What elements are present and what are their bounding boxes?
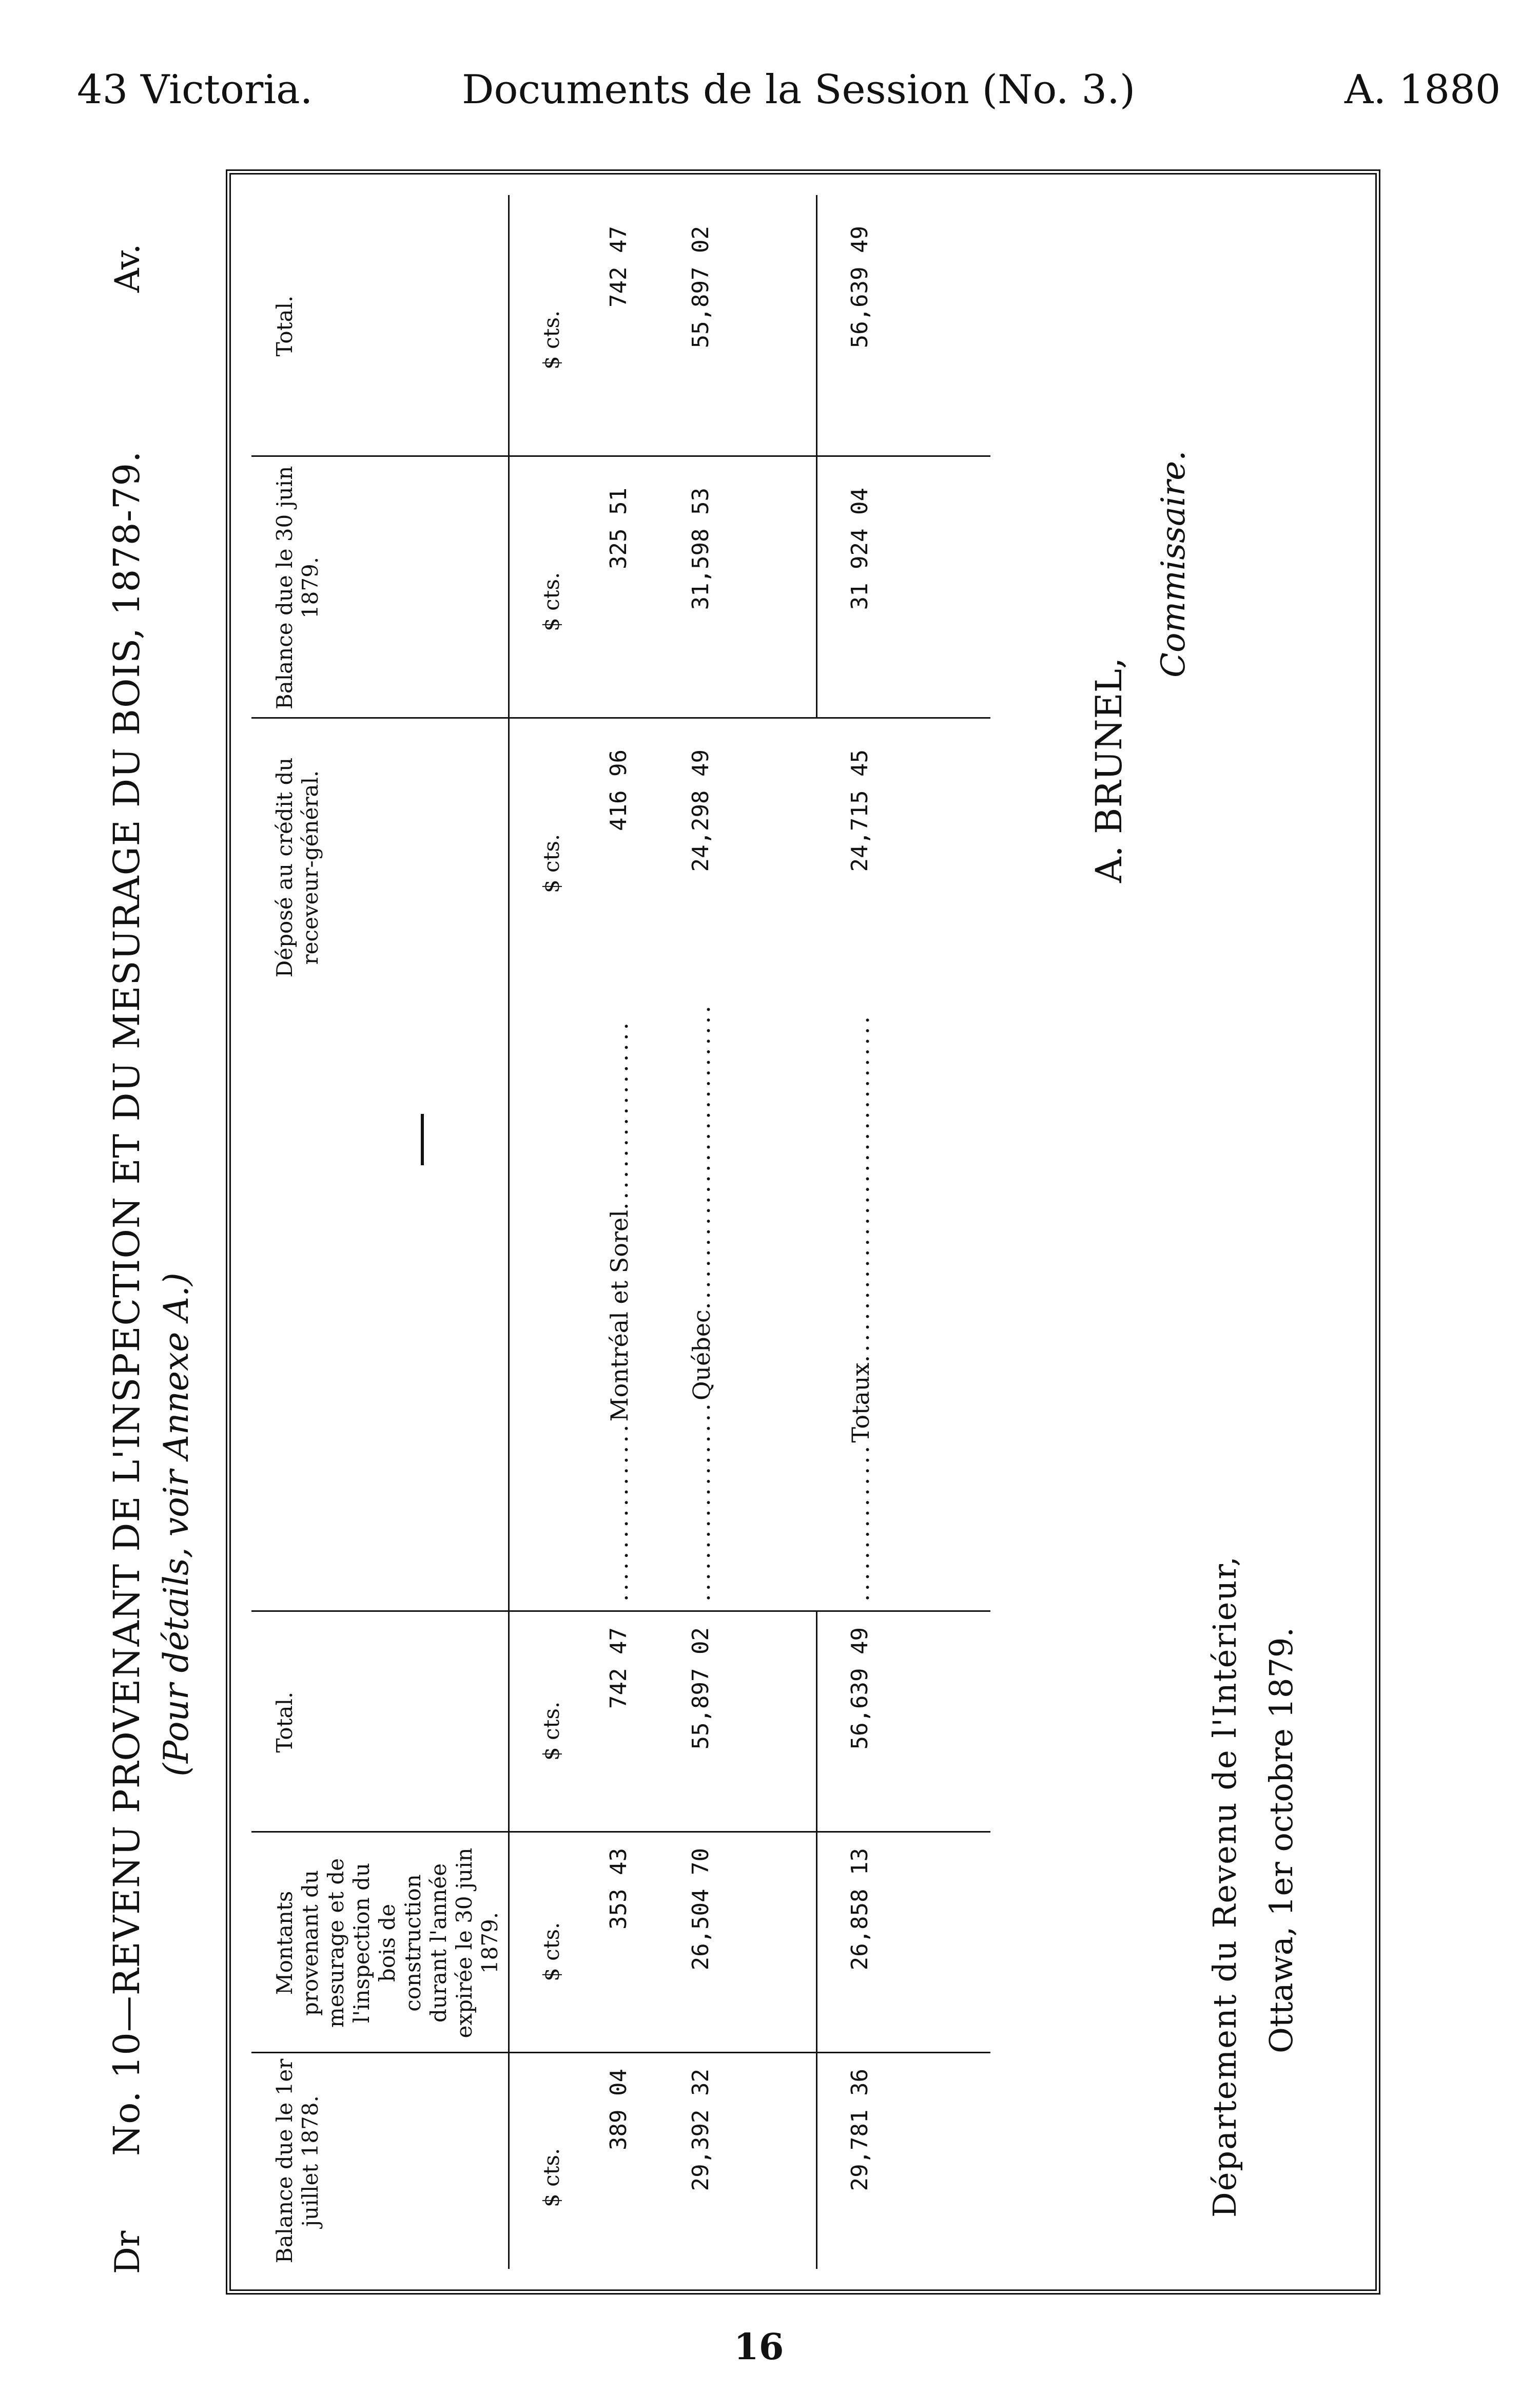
- year-label: A. 1880: [1344, 67, 1501, 113]
- statement-heading: No. 10—REVENU PROVENANT DE L'INSPECTION ET DU MESURAGE DU BOIS, 1878-79.: [106, 450, 148, 2156]
- rotated-statement: [87, 159, 1386, 2295]
- table-cell: 26,504 70: [688, 1848, 714, 1971]
- totals-cell: 29,781 36: [847, 2069, 873, 2191]
- middle-header-dash: [421, 1114, 424, 1165]
- signoff-block: [1001, 195, 1360, 2269]
- unit-label: $ cts.: [539, 1701, 564, 1761]
- totals-cell: 24,715 45: [847, 749, 873, 872]
- row-label: ...................Québec.............................: [688, 1003, 715, 1602]
- header-balance-1878: Balance due le 1er juillet 1878.: [272, 2058, 323, 2264]
- signatory-role: Commissaire.: [1155, 450, 1193, 678]
- header-total-left: Total.: [272, 1691, 297, 1753]
- table-cell: 353 43: [606, 1848, 632, 1930]
- column-rule: [251, 717, 990, 719]
- totals-cell: 31 924 04: [847, 488, 873, 610]
- column-rule: [251, 2052, 990, 2053]
- totals-label: ...............Totaux.................................: [847, 1013, 874, 1602]
- unit-label: $ cts.: [539, 1922, 564, 1981]
- header-amounts: Montants provenant du mesurage et de l'inspection du bois de construction durant l'année expirée le 30 juin 1879.: [272, 1847, 502, 2038]
- revenue-table: [251, 195, 990, 2269]
- table-cell: 389 04: [606, 2069, 632, 2150]
- totals-cell: 26,858 13: [847, 1848, 873, 1971]
- table-cell: 325 51: [606, 488, 632, 569]
- header-rule: [508, 195, 510, 2269]
- column-rule: [251, 455, 990, 457]
- session-label: 43 Victoria.: [77, 67, 313, 113]
- row-label: .................Montréal et Sorel..................: [606, 1019, 633, 1602]
- totals-rule-left: [816, 1612, 817, 2269]
- unit-label: $ cts.: [539, 572, 564, 631]
- header-balance-1879: Balance due le 30 juin 1879.: [272, 466, 323, 710]
- table-cell: 55,897 02: [688, 226, 714, 349]
- table-cell: 24,298 49: [688, 749, 714, 872]
- credit-mark: Av.: [108, 243, 147, 293]
- statement-title: [87, 159, 221, 2295]
- table-cell: 742 47: [606, 226, 632, 307]
- table-cell: 416 96: [606, 749, 632, 831]
- table-cell: 29,392 32: [688, 2069, 714, 2191]
- header-total-right: Total.: [272, 295, 297, 357]
- documents-title: Documents de la Session (No. 3.): [462, 67, 1136, 113]
- table-cell: 31,598 53: [688, 488, 714, 610]
- column-rule: [251, 1831, 990, 1833]
- page-number: 16: [734, 2325, 784, 2368]
- totals-rule-right: [816, 195, 817, 719]
- department-line: Département du Revenu de l'Intérieur,: [1206, 1555, 1243, 2218]
- debit-mark: Dr: [108, 2230, 147, 2274]
- unit-label: $ cts.: [539, 310, 564, 370]
- totals-cell: 56,639 49: [847, 226, 873, 349]
- unit-label: $ cts.: [539, 834, 564, 893]
- totals-cell: 56,639 49: [847, 1627, 873, 1750]
- header-deposited: Déposé au crédit du receveur-général.: [272, 757, 323, 978]
- statement-frame: [226, 169, 1380, 2295]
- table-cell: 55,897 02: [688, 1627, 714, 1750]
- statement-subtitle: (Pour détails, voir Annexe A.): [157, 1273, 196, 1777]
- page-header: [0, 67, 1540, 139]
- place-date-line: Ottawa, 1er octobre 1879.: [1262, 1627, 1300, 2053]
- column-rule: [251, 1610, 990, 1612]
- table-cell: 742 47: [606, 1627, 632, 1709]
- signatory-name: A. BRUNEL,: [1088, 657, 1130, 883]
- unit-label: $ cts.: [539, 2148, 564, 2207]
